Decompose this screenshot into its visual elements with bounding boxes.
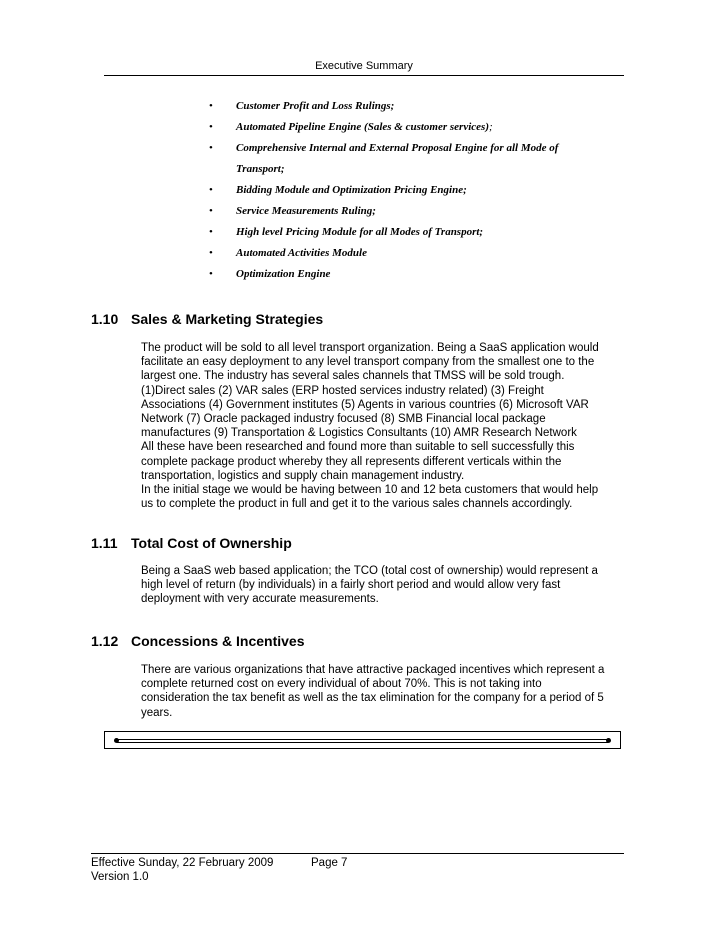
bullet-text: Comprehensive Internal and External Proposal Engine for all Mode of: [236, 142, 559, 154]
section-title: Sales & Marketing Strategies: [131, 311, 324, 327]
body-line: The product will be sold to all level transport organization. Being a SaaS application would: [141, 342, 599, 354]
bullet-item: [209, 243, 629, 264]
bullet-dot-icon: •: [209, 121, 213, 133]
bullet-item: [209, 138, 629, 159]
bullet-dot-icon: •: [209, 142, 213, 154]
footer-rule: [91, 853, 624, 854]
body-line: facilitate an easy deployment to any level transport company from the smallest one to the: [141, 356, 595, 369]
section-body-total-cost: [141, 564, 629, 607]
section-number: 1.11: [91, 535, 118, 551]
footer-page-number: Page 7: [311, 857, 348, 869]
body-line: All these have been researched and found more than suitable to sell successfully this: [141, 441, 575, 454]
divider-dot-icon: [606, 738, 611, 743]
body-line: Network (7) Oracle packaged industry focused (8) SMB Financial local package: [141, 413, 546, 426]
bullet-text: Service Measurements Ruling;: [236, 205, 376, 217]
section-title: Concessions & Incentives: [131, 633, 305, 649]
body-line: largest one. The industry has several sales channels that TMSS will be sold trough.: [141, 370, 565, 383]
body-line: transportation, logistics and supply chain management industry.: [141, 469, 465, 482]
body-line: consideration the tax benefit as well as the tax elimination for the company for a period of 5: [141, 692, 604, 705]
body-line: complete returned cost on every individual of about 70%. This is not taking into: [141, 678, 542, 691]
bullet-item: [209, 96, 629, 117]
section-title: Total Cost of Ownership: [131, 535, 292, 551]
bullet-item: [209, 222, 629, 243]
feature-bullet-list: [209, 96, 629, 285]
body-line: Associations (4) Government institutes (5) Agents in various countries (6) Microsoft VAR: [141, 398, 589, 411]
decorative-divider: [104, 731, 621, 749]
bullet-text: Automated Pipeline Engine (Sales & customer services): [236, 121, 489, 133]
section-number: 1.10: [91, 311, 119, 327]
divider-double-line: [117, 739, 608, 743]
footer-version: Version 1.0: [91, 871, 149, 883]
bullet-item: [209, 180, 629, 201]
section-body-sales-marketing: [141, 341, 629, 511]
section-heading-concessions: [91, 633, 305, 649]
body-line: (1)Direct sales (2) VAR sales (ERP hosted services industry related) (3) Freight: [141, 384, 544, 397]
bullet-dot-icon: •: [209, 247, 213, 259]
footer-effective-date: Effective Sunday, 22 February 2009: [91, 857, 274, 869]
body-line: us to complete the product in full and get it to the various sales channels accordingly.: [141, 498, 573, 511]
section-body-concessions: [141, 663, 629, 720]
body-line: Being a SaaS web based application; the TCO (total cost of ownership) would represent a: [141, 565, 598, 577]
body-line: manufactures (9) Transportation & Logistics Consultants (10) AMR Research Network: [141, 427, 577, 440]
body-line: complete package product whereby they all represents different verticals within the: [141, 455, 562, 468]
section-number: 1.12: [91, 633, 119, 649]
bullet-text: High level Pricing Module for all Modes of Transport;: [236, 226, 484, 238]
bullet-text: Automated Activities Module: [236, 247, 367, 259]
section-heading-sales-marketing: [91, 311, 323, 327]
body-line: years.: [141, 706, 173, 719]
body-line: In the initial stage we would be having between 10 and 12 beta customers that would help: [141, 484, 599, 497]
section-heading-total-cost: [91, 535, 292, 551]
bullet-text: Customer Profit and Loss Rulings;: [236, 100, 395, 112]
bullet-dot-icon: •: [209, 205, 213, 217]
header-rule: [104, 75, 624, 76]
bullet-item: [209, 264, 629, 285]
bullet-text: Transport;: [236, 163, 285, 175]
bullet-text: Optimization Engine: [236, 268, 331, 280]
bullet-text: Bidding Module and Optimization Pricing Engine;: [236, 184, 467, 196]
page-footer: [91, 856, 348, 884]
page-header-title: Executive Summary: [315, 60, 413, 72]
bullet-item: • Automated Pipeline Engine (Sales & customer services);: [209, 117, 629, 138]
bullet-item-continuation: [209, 159, 629, 180]
body-line: There are various organizations that have attractive packaged incentives which represent a: [141, 664, 605, 676]
bullet-item: [209, 201, 629, 222]
bullet-dot-icon: •: [209, 226, 213, 238]
bullet-dot-icon: •: [209, 268, 213, 280]
body-line: deployment with very accurate measurements.: [141, 593, 379, 606]
divider-dot-icon: [114, 738, 119, 743]
bullet-dot-icon: •: [209, 184, 213, 196]
body-line: high level of return (by individuals) in a fairly short period and would allow very fast: [141, 579, 561, 592]
bullet-dot-icon: •: [209, 100, 213, 112]
